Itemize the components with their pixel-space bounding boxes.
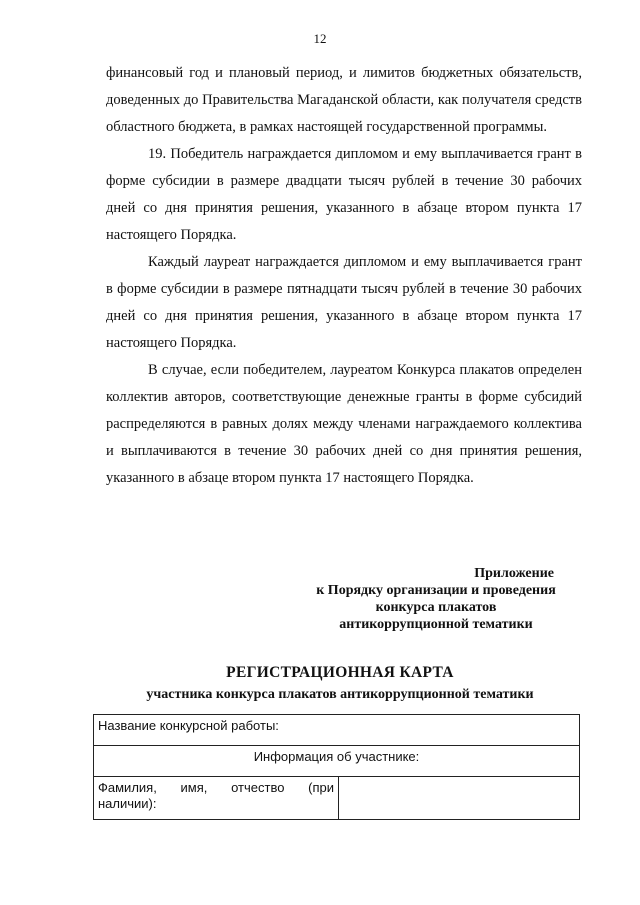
registration-card-table: [93, 714, 580, 820]
appendix-heading: [290, 565, 582, 633]
paragraph-continuation: финансовый год и плановый период, и лимитов бюджетных обязательств, доведенных до Правительства Магаданской области, как получателя средств областного бюджета, в рамках настоящей государственной программы.: [106, 65, 582, 135]
appendix-line-3: антикоррупционной тематики: [339, 617, 533, 632]
paragraph-laureate: Каждый лауреат награждается дипломом и ему выплачивается грант в форме субсидии в размере пятнадцати тысяч рублей в течение 30 рабочих дней со дня принятия решения, указанного в абзаце втором пункта 17 настоящего Порядка.: [106, 254, 582, 351]
paragraph-point-19: 19. Победитель награждается дипломом и ему выплачивается грант в форме субсидии в размере двадцати тысяч рублей в течение 30 рабочих дней со дня принятия решения, указанного в абзаце втором пункта 17 настоящего Порядка.: [106, 146, 582, 243]
participant-info-header: Информация об участнике:: [94, 746, 580, 777]
table-row: [94, 746, 580, 777]
table-row: [94, 715, 580, 746]
body-text: [106, 60, 582, 492]
page-number: 12: [313, 31, 327, 46]
work-name-cell[interactable]: Название конкурсной работы:: [94, 715, 580, 746]
paragraph-collective: В случае, если победителем, лауреатом Конкурса плакатов определен коллектив авторов, соответствующие денежные гранты в форме субсидий распределяются в равных долях между членами награждаемого коллектива и выплачиваются в течение 30 рабочих дней со дня принятия решения, указанного в абзаце втором пункта 17 настоящего Порядка.: [106, 362, 582, 486]
appendix-line-2: конкурса плакатов: [375, 600, 497, 615]
card-subtitle: участника конкурса плакатов антикоррупционной тематики: [146, 687, 534, 702]
full-name-label: Фамилия, имя, отчество (при наличии):: [94, 777, 339, 820]
card-title: РЕГИСТРАЦИОННАЯ КАРТА: [226, 664, 454, 681]
appendix-title: Приложение: [474, 566, 554, 581]
full-name-field[interactable]: [339, 777, 580, 820]
table-row: [94, 777, 580, 820]
appendix-line-1: к Порядку организации и проведения: [316, 583, 556, 598]
